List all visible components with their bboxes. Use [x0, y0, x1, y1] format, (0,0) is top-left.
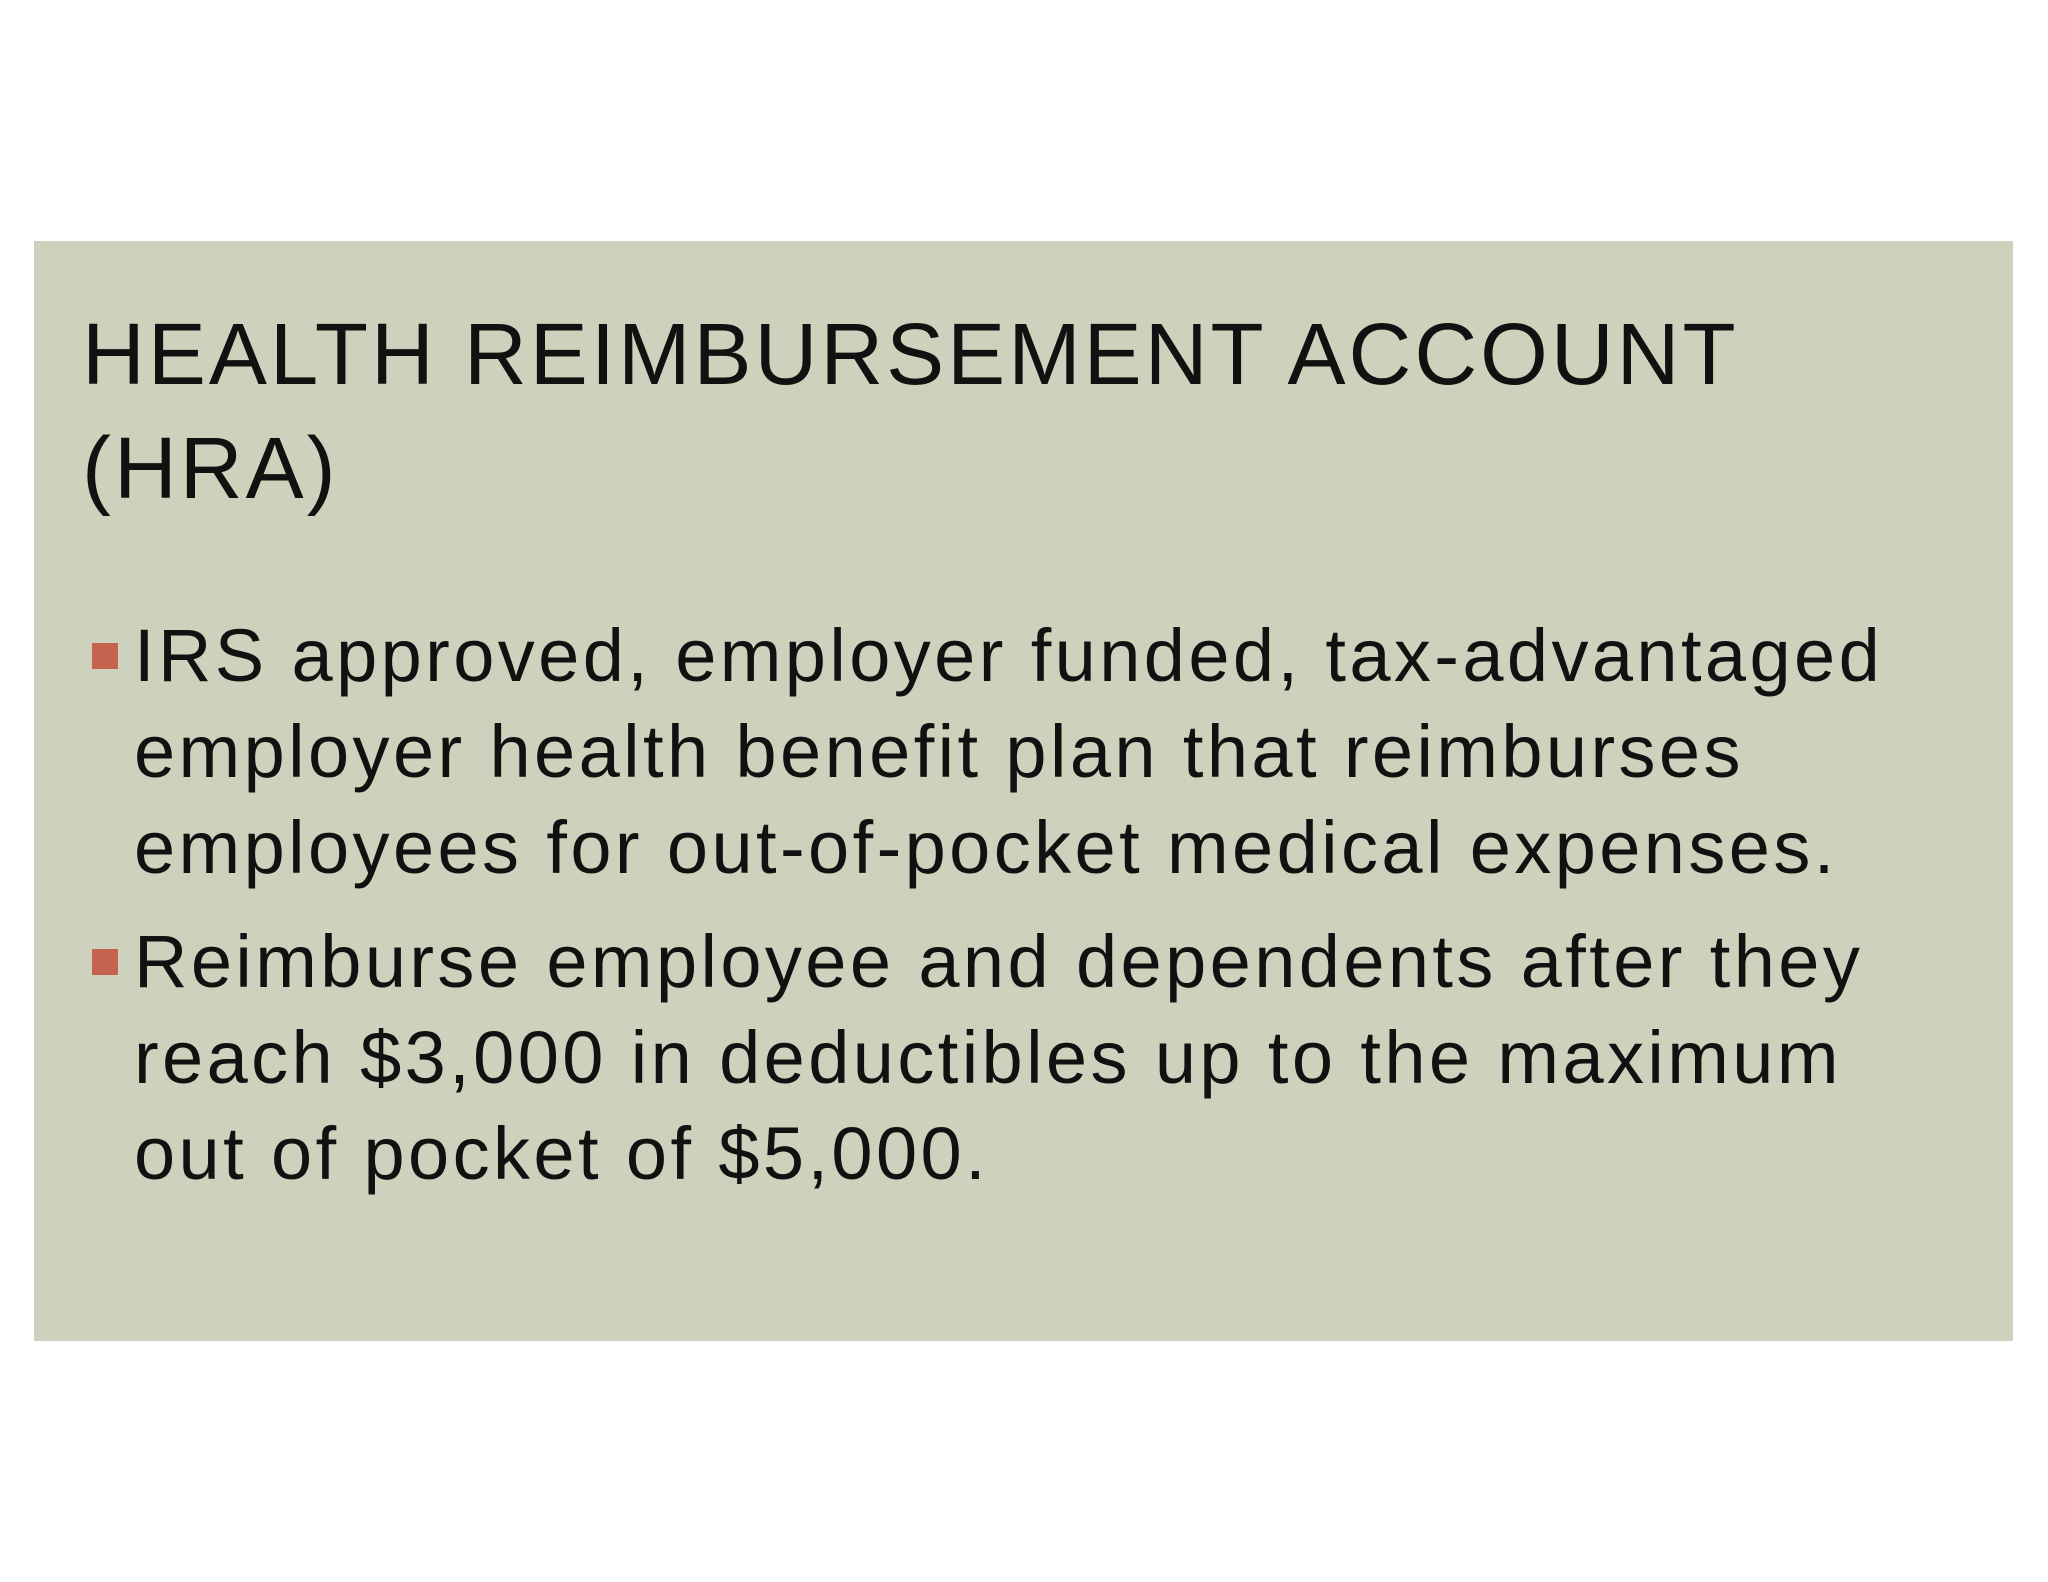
square-bullet-icon	[92, 643, 118, 669]
bullet-item	[84, 914, 1964, 1202]
bullet-text: Reimburse employee and dependents after they reach $3,000 in deductibles up to the maximum out of pocket of $5,000.	[134, 920, 1864, 1195]
bullet-text: IRS approved, employer funded, tax-advantaged employer health benefit plan that reimburses employees for out-of-pocket medical expenses.	[134, 614, 1884, 889]
slide-title: HEALTH REIMBURSEMENT ACCOUNT (HRA)	[82, 306, 1738, 517]
square-bullet-icon	[92, 949, 118, 975]
bullet-item	[84, 608, 1964, 896]
bullet-list	[84, 608, 1964, 1220]
